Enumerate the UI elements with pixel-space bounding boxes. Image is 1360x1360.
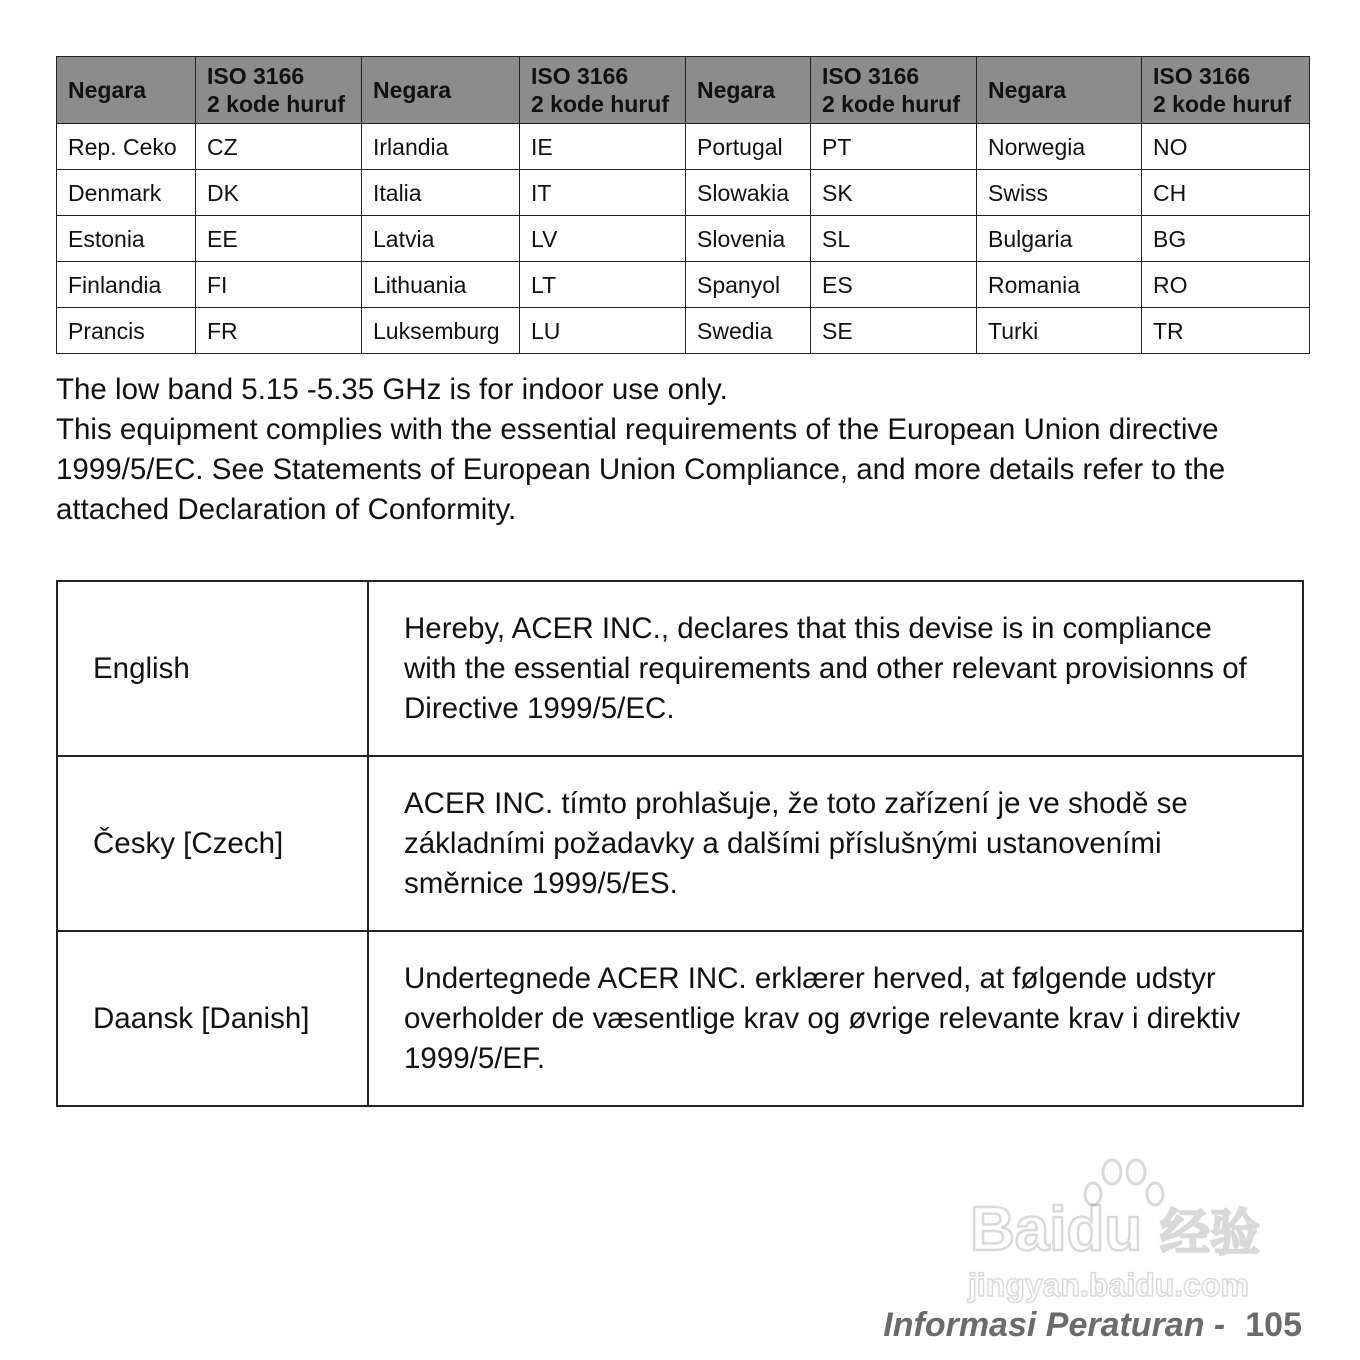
footer-section-title: Informasi Peraturan - [883, 1306, 1226, 1344]
declaration-language: Daansk [Danish] [57, 931, 368, 1106]
paw-toe-icon [1127, 1160, 1145, 1184]
code-cell: EE [196, 216, 362, 262]
country-cell: Irlandia [362, 124, 520, 170]
table-row [57, 216, 1310, 262]
header-iso-line1: ISO 3166 [531, 63, 629, 89]
table-row [57, 308, 1310, 354]
header-iso-line2: 2 kode huruf [207, 91, 346, 117]
code-cell: CZ [196, 124, 362, 170]
header-negara: Negara [686, 57, 811, 124]
declaration-text: Undertegnede ACER INC. erklærer herved, at følgende udstyr overholder de væsentlige krav og øvrige relevante krav i direktiv 1999/5/EF. [368, 931, 1303, 1106]
header-iso [196, 57, 362, 124]
country-cell: Swiss [977, 170, 1142, 216]
paw-toe-icon [1147, 1183, 1163, 1205]
code-cell: FR [196, 308, 362, 354]
header-iso-line2: 2 kode huruf [822, 91, 961, 117]
country-cell: Slovenia [686, 216, 811, 262]
declaration-language: Česky [Czech] [57, 756, 368, 931]
country-cell: Lithuania [362, 262, 520, 308]
header-iso [520, 57, 686, 124]
page-footer [883, 1303, 1302, 1347]
table-row [57, 124, 1310, 170]
paw-toe-icon [1103, 1160, 1121, 1184]
declaration-row [57, 756, 1303, 931]
country-cell: Luksemburg [362, 308, 520, 354]
country-cell: Turki [977, 308, 1142, 354]
code-cell: LU [520, 308, 686, 354]
header-negara: Negara [57, 57, 196, 124]
code-cell: CH [1142, 170, 1310, 216]
header-negara: Negara [977, 57, 1142, 124]
country-cell: Prancis [57, 308, 196, 354]
header-negara: Negara [362, 57, 520, 124]
declaration-language: English [57, 581, 368, 756]
code-cell: NO [1142, 124, 1310, 170]
page-number: 105 [1245, 1306, 1302, 1344]
header-iso-line1: ISO 3166 [207, 63, 305, 89]
header-iso-line2: 2 kode huruf [1153, 91, 1292, 117]
declaration-table [56, 580, 1304, 1107]
table-row [57, 170, 1310, 216]
code-cell: LT [520, 262, 686, 308]
country-cell: Spanyol [686, 262, 811, 308]
indoor-use-note: The low band 5.15 -5.35 GHz is for indoor use only. [56, 373, 728, 406]
country-cell: Italia [362, 170, 520, 216]
country-cell: Romania [977, 262, 1142, 308]
country-cell: Norwegia [977, 124, 1142, 170]
declaration-text: Hereby, ACER INC., declares that this devise is in compliance with the essential requirements and other relevant provisionns of Directive 1999/5/EC. [368, 581, 1303, 756]
table-row [57, 262, 1310, 308]
code-cell: SE [811, 308, 977, 354]
watermark-brand-cn: 经验 [1160, 1204, 1260, 1262]
country-cell: Estonia [57, 216, 196, 262]
country-cell: Rep. Ceko [57, 124, 196, 170]
country-code-table [56, 56, 1310, 354]
country-cell: Portugal [686, 124, 811, 170]
code-cell: LV [520, 216, 686, 262]
header-iso [811, 57, 977, 124]
table-header-row [57, 57, 1310, 124]
code-cell: FI [196, 262, 362, 308]
country-cell: Finlandia [57, 262, 196, 308]
country-cell: Bulgaria [977, 216, 1142, 262]
header-iso-line1: ISO 3166 [822, 63, 920, 89]
code-cell: DK [196, 170, 362, 216]
declaration-row [57, 581, 1303, 756]
code-cell: IT [520, 170, 686, 216]
watermark-brand: Baidu [970, 1195, 1143, 1264]
country-cell: Latvia [362, 216, 520, 262]
declaration-row [57, 931, 1303, 1106]
watermark-url: jingyan.baidu.com [968, 1267, 1249, 1303]
country-cell: Slowakia [686, 170, 811, 216]
code-cell: IE [520, 124, 686, 170]
declaration-text: ACER INC. tímto prohlašuje, že toto zařízení je ve shodě se základními požadavky a dalšími příslušnými ustanoveními směrnice 1999/5/ES. [368, 756, 1303, 931]
code-cell: SK [811, 170, 977, 216]
code-cell: RO [1142, 262, 1310, 308]
code-cell: ES [811, 262, 977, 308]
code-cell: TR [1142, 308, 1310, 354]
country-cell: Swedia [686, 308, 811, 354]
country-cell: Denmark [57, 170, 196, 216]
code-cell: PT [811, 124, 977, 170]
header-iso-line2: 2 kode huruf [531, 91, 670, 117]
header-iso-line1: ISO 3166 [1153, 63, 1251, 89]
baidu-watermark [962, 1150, 1282, 1310]
header-iso [1142, 57, 1310, 124]
code-cell: BG [1142, 216, 1310, 262]
compliance-paragraph: This equipment complies with the essential requirements of the European Union directive 1999/5/EC. See Statements of European Union Compliance, and more details refer to the attached Declaration of Conformity. [56, 413, 1226, 526]
code-cell: SL [811, 216, 977, 262]
